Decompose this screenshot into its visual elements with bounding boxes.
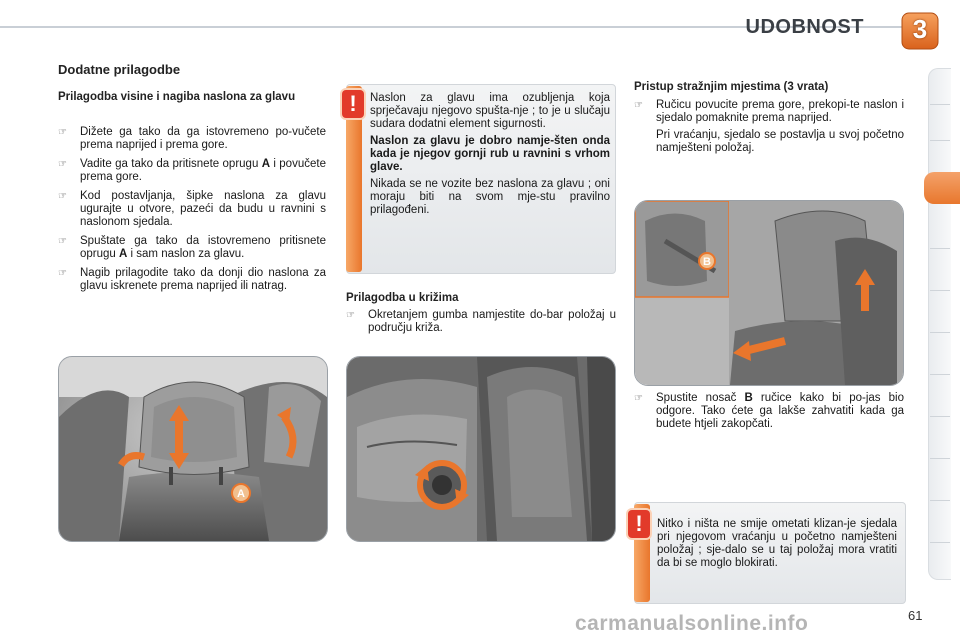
warning-text: Naslon za glavu ima ozubljenja koja sprječavaju njegovo spušta-nje ; to je u slučaju sudara dodatni element sigurnosti. Naslon za glavu je dobro namje-šten onda kada je njegov gornji rub u ravnini s vrhom glave. Nikada se ne vozite bez naslona za glavu ; oni moraju biti na svom mje-stu pravilno prilagođeni. <box>370 92 610 216</box>
rear-access-photo <box>634 200 904 386</box>
headrest-subtitle: Prilagodba visine i nagiba naslona za glavu <box>58 91 296 103</box>
chapter-tab-strip <box>928 68 951 580</box>
pointing-hand-icon: ☞ <box>58 236 67 247</box>
pointing-hand-icon: ☞ <box>634 393 643 404</box>
headrest-photo <box>58 356 328 542</box>
pointing-hand-icon: ☞ <box>58 268 67 279</box>
rear-access-steps <box>632 99 904 161</box>
watermark: carmanualsonline.info <box>575 612 809 635</box>
page-number: 61 <box>908 608 923 623</box>
chapter-number: 3 <box>912 14 928 44</box>
list-item: ☞ Okretanjem gumba namjestite do-bar položaj u području križa. <box>346 309 616 334</box>
list-item: ☞ Ručicu povucite prema gore, prekopi-te naslon i sjedalo pomaknite prema naprijed. Pri vraćanju, sjedalo se postavlja u svoj početno namješteni položaj. <box>634 99 904 154</box>
pointing-hand-icon: ☞ <box>346 310 355 321</box>
list-item: ☞ Nagib prilagodite tako da donji dio naslona za glavu iskrenete prema naprijed ili natrag. <box>58 267 326 292</box>
belt-steps <box>632 392 904 437</box>
chapter-tab[interactable] <box>930 458 950 459</box>
chapter-tab[interactable] <box>930 374 950 375</box>
list-item: ☞ Kod postavljanja, šipke naslona za glavu ugurajte u otvore, pazeći da budu u ravnini s naslonom sjedala. <box>58 190 326 228</box>
chapter-tab[interactable] <box>930 104 950 105</box>
rear-access-title: Pristup stražnjim mjestima (3 vrata) <box>634 81 829 93</box>
headrest-steps <box>56 126 326 299</box>
pointing-hand-icon: ☞ <box>58 159 67 170</box>
chapter-tab[interactable] <box>930 500 950 501</box>
chapter-tab[interactable] <box>930 542 950 543</box>
callout-b-label: B <box>703 256 711 268</box>
callout-a-label: A <box>237 488 245 500</box>
chapter-tab[interactable] <box>930 290 950 291</box>
chapter-title: UDOBNOST <box>745 16 864 38</box>
pointing-hand-icon: ☞ <box>634 100 643 111</box>
list-item: ☞ Spustite nosač B ručice kako bi po-jas bio odgore. Tako ćete ga lakše zahvatiti kada ga budete htjeli zakopčati. <box>634 392 904 430</box>
exclamation-icon: ! <box>342 90 364 118</box>
section-title: Dodatne prilagodbe <box>58 62 181 77</box>
chapter-tab[interactable] <box>930 248 950 249</box>
chapter-tab[interactable] <box>930 332 950 333</box>
exclamation-icon: ! <box>628 510 650 538</box>
warning-text: Nitko i ništa ne smije ometati klizan-je sjedala pri njegovom vraćanju u početno namješteni položaj ; sje-dalo se u taj položaj mora vratiti da bi se moglo blokirati. <box>657 518 897 569</box>
lumbar-steps <box>344 309 616 341</box>
pointing-hand-icon: ☞ <box>58 127 67 138</box>
pointing-hand-icon: ☞ <box>58 191 67 202</box>
lumbar-title: Prilagodba u križima <box>346 292 459 304</box>
list-item: ☞ Dižete ga tako da ga istovremeno po-vučete prema naprijed i prema gore. <box>58 126 326 151</box>
lumbar-photo <box>346 356 616 542</box>
chapter-tab[interactable] <box>930 140 950 141</box>
list-item: ☞ Spuštate ga tako da istovremeno pritisnete oprugu A i sam naslon za glavu. <box>58 235 326 260</box>
chapter-tab-active[interactable] <box>924 172 960 204</box>
list-item: ☞ Vadite ga tako da pritisnete oprugu A i povučete prema gore. <box>58 158 326 183</box>
chapter-tab[interactable] <box>930 416 950 417</box>
